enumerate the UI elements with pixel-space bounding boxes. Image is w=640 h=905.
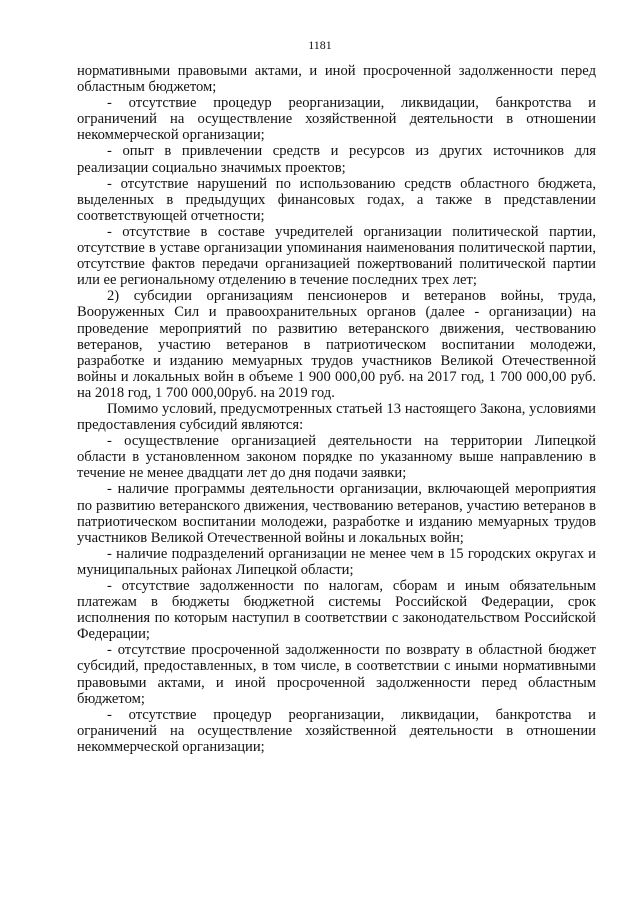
document-body: [77, 63, 596, 755]
paragraph-7: Помимо условий, предусмотренных статьей 13 настоящего Закона, условиями предоставления субсидий являются:: [77, 400, 596, 434]
page-number: 1181: [308, 38, 332, 52]
paragraph-11: - отсутствие задолженности по налогам, сборам и иным обязательным платежам в бюджеты бюджетной системы Российской Федерации, срок исполнения по которым наступил в соответствии с законодательством Российской Федерации;: [77, 578, 596, 643]
paragraph-12: - отсутствие просроченной задолженности по возврату в областной бюджет субсидий, предоставленных, в том числе, в соответствии с иными нормативными правовыми актами, и иной просроченной задолженности перед областным бюджетом;: [77, 642, 596, 707]
paragraph-6: 2) субсидии организациям пенсионеров и ветеранов войны, труда, Вооруженных Сил и правоохранительных органов (далее - организации) на проведение мероприятий по развитию ветеранского движения, чествованию ветеранов, участию ветеранов в патриотическом воспитании молодежи, разработке и изданию мемуарных трудов участников Великой Отечественной войны и локальных войн в объеме 1 900 000,00 руб. на 2017 год, 1 700 000,00 руб. на 2018 год, 1 700 000,00руб. на 2019 год.: [77, 288, 596, 401]
paragraph-8: - осуществление организацией деятельности на территории Липецкой области в установленном законом порядке по указанному выше направлению в течение не менее двадцати лет до дня подачи заявки;: [77, 433, 596, 482]
paragraph-9: - наличие программы деятельности организации, включающей мероприятия по развитию ветеранского движения, чествованию ветеранов, участию ветеранов в патриотическом воспитании молодежи, разработке и изданию мемуарных трудов участников Великой Отечественной войны и локальных войн;: [77, 481, 596, 546]
paragraph-13: - отсутствие процедур реорганизации, ликвидации, банкротства и ограничений на осуществление хозяйственной деятельности в отношении некоммерческой организации;: [77, 706, 596, 755]
paragraph-5: - отсутствие в составе учредителей организации политической партии, отсутствие в уставе организации упоминания наименования политической партии, отсутствие фактов передачи организацией пожертвований политической партии или ее региональному отделению в течение последних трех лет;: [77, 223, 596, 289]
paragraph-2: - отсутствие процедур реорганизации, ликвидации, банкротства и ограничений на осуществление хозяйственной деятельности в отношении некоммерческой организации;: [77, 95, 596, 144]
paragraph-4: - отсутствие нарушений по использованию средств областного бюджета, выделенных в предыдущих финансовых годах, а также в представлении соответствующей отчетности;: [77, 175, 596, 224]
paragraph-10: - наличие подразделений организации не менее чем в 15 городских округах и муниципальных районах Липецкой области;: [77, 545, 596, 578]
paragraph-1: нормативными правовыми актами, и иной просроченной задолженности перед областным бюджетом;: [77, 63, 596, 96]
paragraph-3: - опыт в привлечении средств и ресурсов из других источников для реализации социально значимых проектов;: [77, 143, 596, 176]
